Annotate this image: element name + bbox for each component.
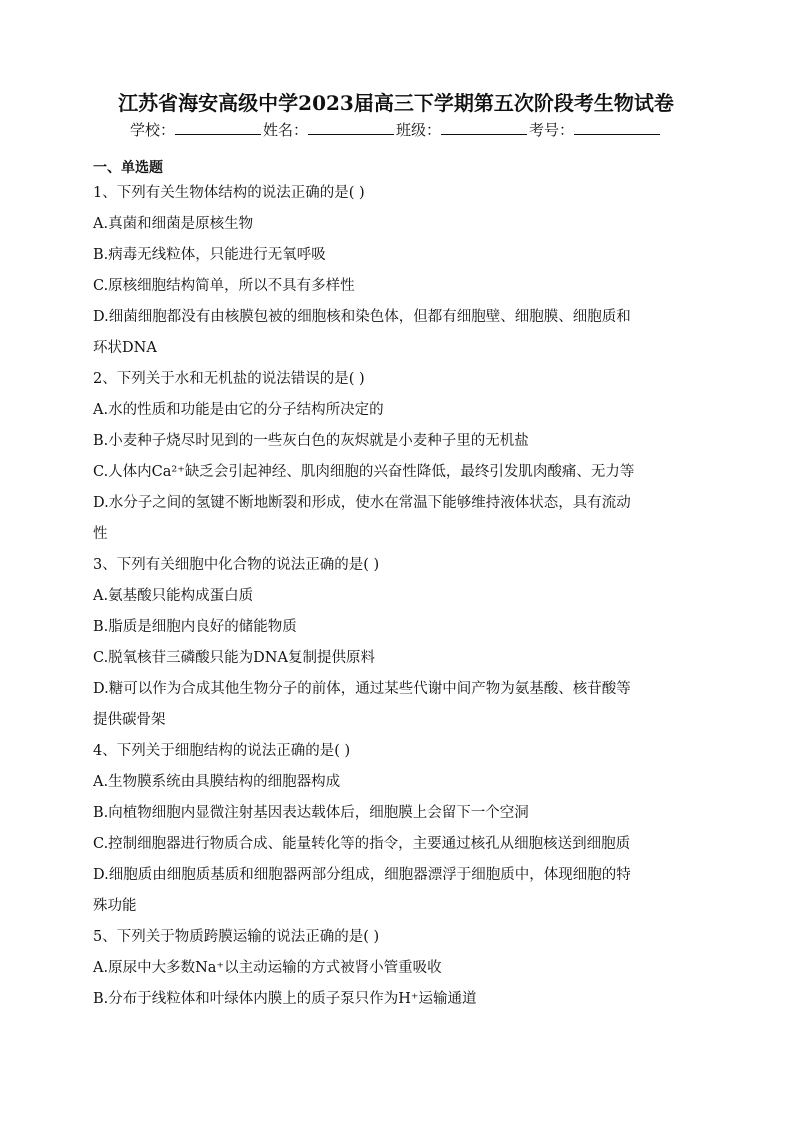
question-stem: 4、下列关于细胞结构的说法正确的是( ) <box>93 743 351 759</box>
question-list <box>93 178 689 1015</box>
answer-option: A.原尿中大多数Na⁺以主动运输的方式被肾小管重吸收 <box>93 960 442 976</box>
class-label: 班级： <box>396 121 442 139</box>
answer-option: D.细胞质由细胞质基质和细胞器两部分组成，细胞器漂浮于细胞质中，体现细胞的特 <box>93 867 631 883</box>
answer-option: A.生物膜系统由具膜结构的细胞器构成 <box>93 774 341 790</box>
question-stem: 5、下列关于物质跨膜运输的说法正确的是( ) <box>93 929 380 945</box>
exam-title: 江苏省海安高级中学2023届高三下学期第五次阶段考生物试卷 <box>118 91 674 115</box>
answer-option: B.分布于线粒体和叶绿体内膜上的质子泵只作为H⁺运输通道 <box>93 991 477 1007</box>
exam-number-label: 考号： <box>529 121 575 139</box>
name-blank[interactable] <box>308 120 394 135</box>
question-stem: 1、下列有关生物体结构的说法正确的是( ) <box>93 185 365 201</box>
answer-option: C.脱氧核苷三磷酸只能为DNA复制提供原料 <box>93 650 375 666</box>
class-blank[interactable] <box>441 120 527 135</box>
answer-option: C.控制细胞器进行物质合成、能量转化等的指令，主要通过核孔从细胞核送到细胞质 <box>93 836 631 852</box>
question-5 <box>93 922 689 1015</box>
question-4 <box>93 736 689 922</box>
answer-option: D.细菌细胞都没有由核膜包被的细胞核和染色体，但都有细胞壁、细胞膜、细胞质和 <box>93 309 631 325</box>
section-heading: 一、单选题 <box>93 160 163 176</box>
question-stem: 2、下列关于水和无机盐的说法错误的是( ) <box>93 371 365 387</box>
school-label: 学校： <box>129 121 175 139</box>
answer-option-continuation: 殊功能 <box>93 898 137 914</box>
question-stem: 3、下列有关细胞中化合物的说法正确的是( ) <box>93 557 380 573</box>
school-blank[interactable] <box>175 120 261 135</box>
answer-option: C.人体内Ca²⁺缺乏会引起神经、肌肉细胞的兴奋性降低，最终引发肌肉酸痛、无力等 <box>93 464 635 480</box>
answer-option: A.水的性质和功能是由它的分子结构所决定的 <box>93 402 384 418</box>
answer-option: C.原核细胞结构简单，所以不具有多样性 <box>93 278 355 294</box>
answer-option-continuation: 环状DNA <box>93 340 157 356</box>
question-1 <box>93 178 689 364</box>
answer-option: A.氨基酸只能构成蛋白质 <box>93 588 254 604</box>
exam-number-blank[interactable] <box>574 120 660 135</box>
answer-option: B.病毒无线粒体，只能进行无氧呼吸 <box>93 247 326 263</box>
question-2 <box>93 364 689 550</box>
answer-option-continuation: 提供碳骨架 <box>93 712 166 728</box>
answer-option: D.水分子之间的氢键不断地断裂和形成，使水在常温下能够维持液体状态，具有流动 <box>93 495 631 511</box>
answer-option: A.真菌和细菌是原核生物 <box>93 216 254 232</box>
answer-option: D.糖可以作为合成其他生物分子的前体，通过某些代谢中间产物为氨基酸、核苷酸等 <box>93 681 631 697</box>
name-label: 姓名： <box>262 121 308 139</box>
answer-option: B.向植物细胞内显微注射基因表达载体后，细胞膜上会留下一个空洞 <box>93 805 529 821</box>
student-info-line <box>93 119 689 141</box>
answer-option: B.脂质是细胞内良好的储能物质 <box>93 619 297 635</box>
answer-option-continuation: 性 <box>93 526 108 542</box>
answer-option: B.小麦种子烧尽时见到的一些灰白色的灰烬就是小麦种子里的无机盐 <box>93 433 529 449</box>
question-3 <box>93 550 689 736</box>
